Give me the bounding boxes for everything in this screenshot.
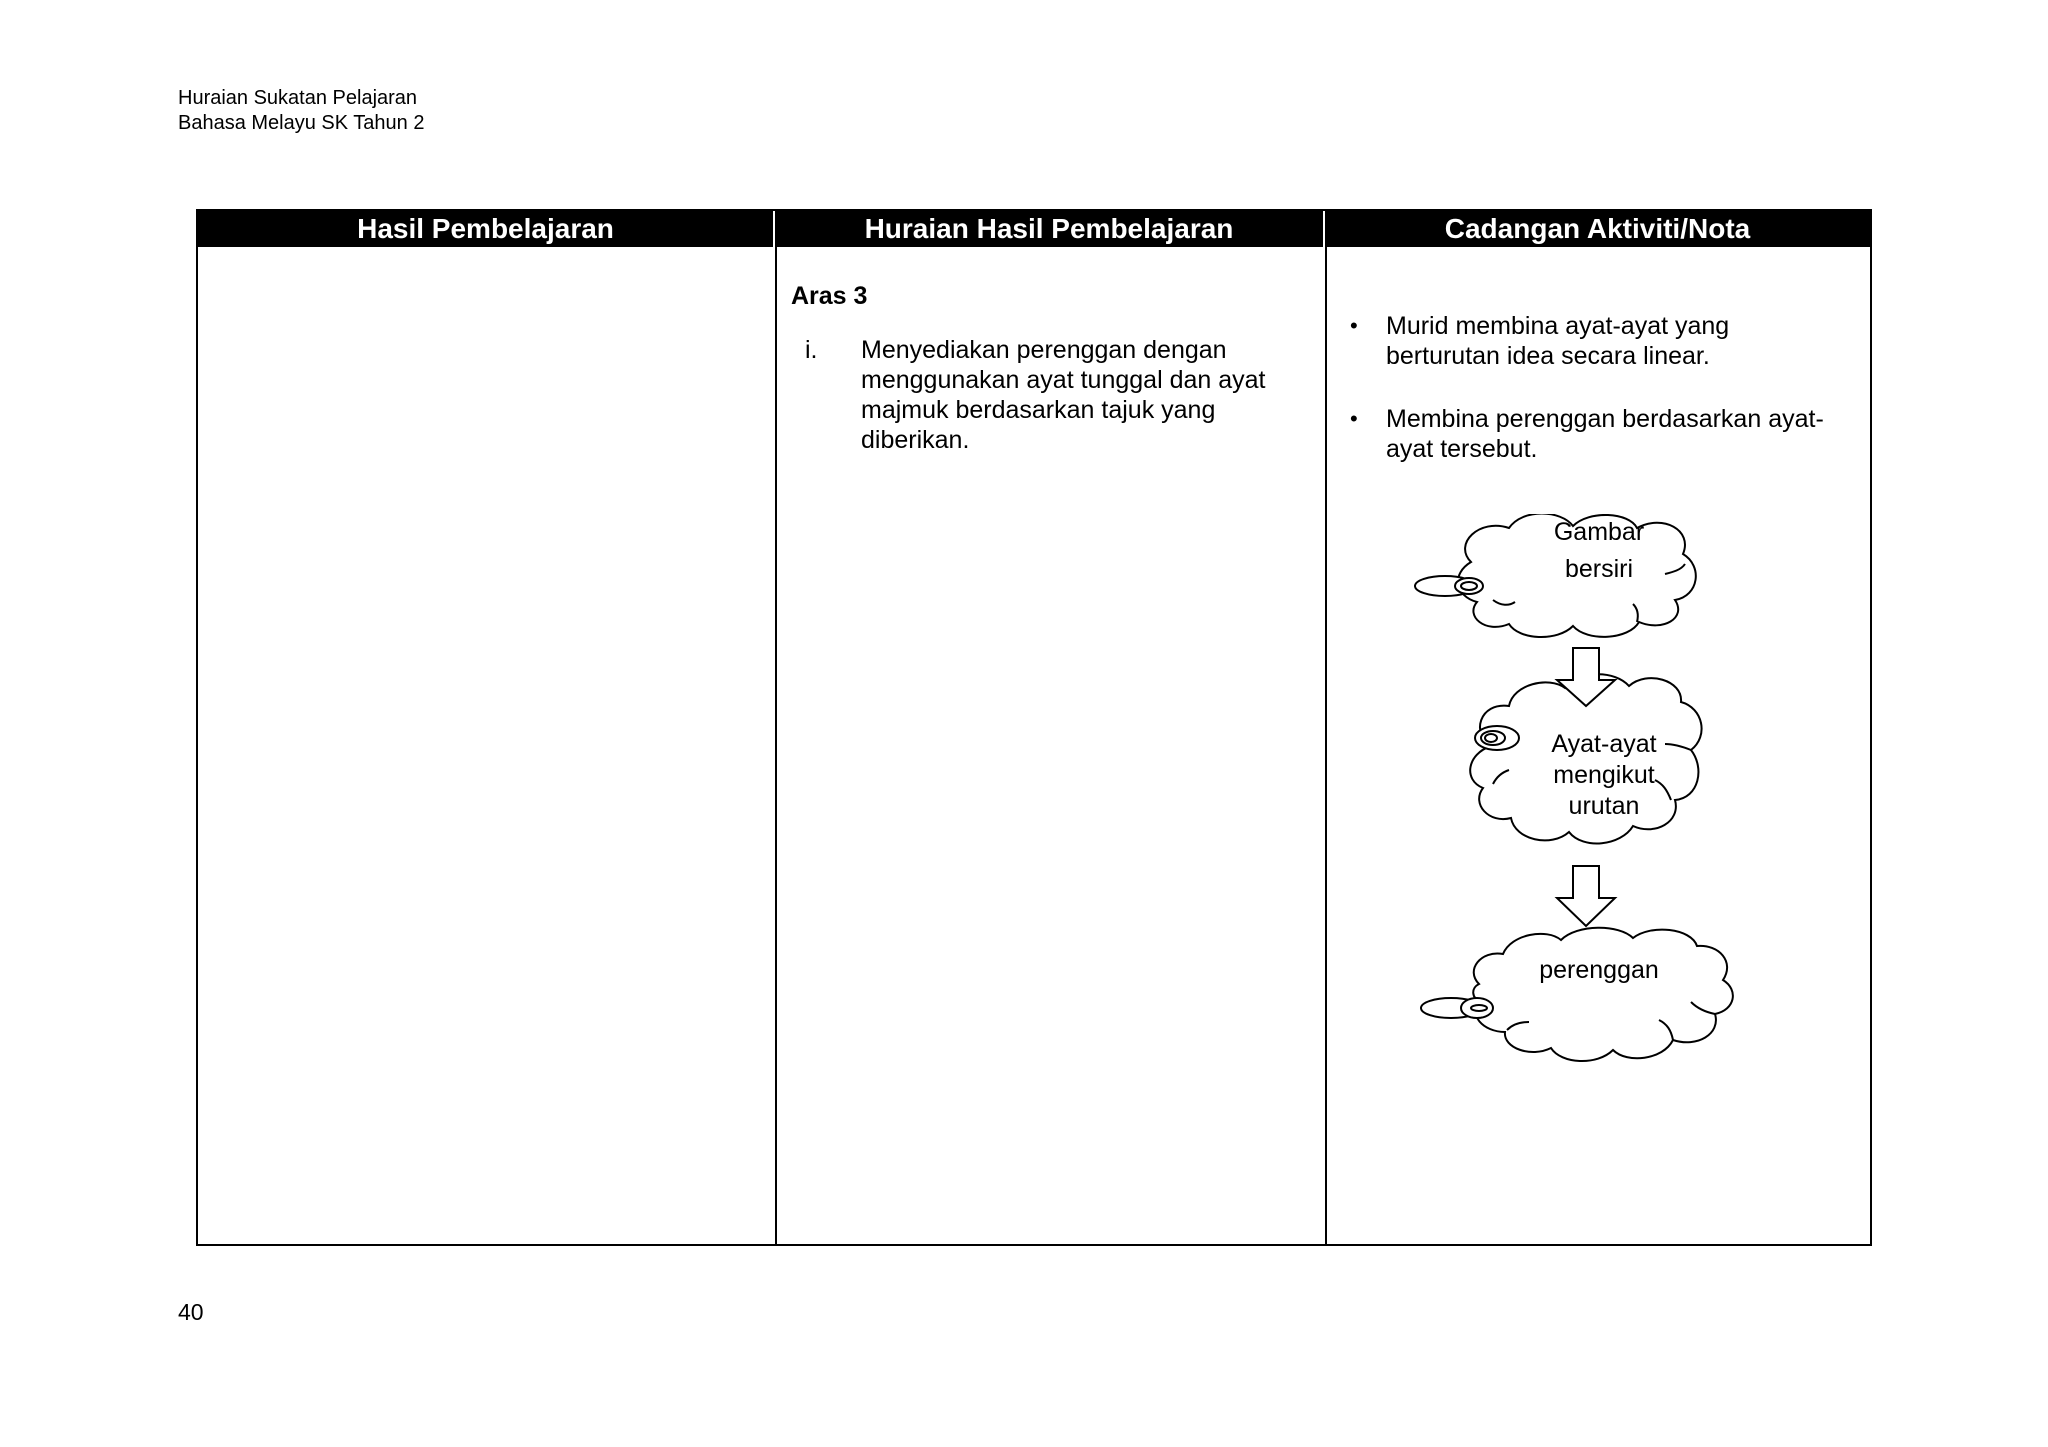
header-line-1: Huraian Sukatan Pelajaran — [178, 87, 418, 109]
column-divider — [1325, 247, 1327, 1244]
bullet-item — [1340, 404, 1850, 464]
flow-step-1-line-1: Gambar — [1553, 518, 1645, 546]
header-line-2: Bahasa Melayu SK Tahun 2 — [178, 112, 425, 134]
cloud-shape — [1473, 928, 1733, 1061]
column-divider — [775, 247, 777, 1244]
bullet-icon: • — [1350, 406, 1358, 431]
bullet-item — [1340, 311, 1850, 371]
level-title: Aras 3 — [791, 282, 868, 310]
document-header — [178, 86, 424, 136]
flow-step-2-line-3: urutan — [1568, 792, 1640, 820]
flow-step-1-line-2: bersiri — [1564, 555, 1634, 583]
thought-bubble — [1471, 1005, 1487, 1011]
flow-step-1-label — [1529, 514, 1669, 588]
flow-step-2-line-2: mengikut — [1553, 761, 1655, 789]
arrow-down-icon — [1557, 866, 1615, 926]
bullet-text: Murid membina ayat-ayat yang berturutan idea secara linear. — [1386, 312, 1730, 370]
flow-step-2-label — [1529, 729, 1679, 822]
table-header-row — [198, 211, 1870, 247]
column-header-huraian: Huraian Hasil Pembelajaran — [775, 211, 1325, 247]
column-header-hasil: Hasil Pembelajaran — [198, 211, 775, 247]
column-header-cadangan: Cadangan Aktiviti/Nota — [1444, 213, 1751, 244]
thought-bubble — [1485, 734, 1497, 742]
thought-bubble — [1461, 582, 1477, 590]
cadangan-cell — [1340, 311, 1850, 497]
flow-step-2-line-1: Ayat-ayat — [1551, 730, 1657, 758]
list-item — [791, 335, 1311, 455]
flow-diagram — [1401, 514, 1781, 1074]
item-text: Menyediakan perenggan dengan menggunakan ayat tunggal dan ayat majmuk berdasarkan tajuk yang diberikan. — [861, 336, 1266, 454]
flow-step-3-label: perenggan — [1539, 956, 1659, 984]
huraian-cell — [791, 281, 1311, 455]
syllabus-table — [196, 209, 1872, 1246]
bullet-icon: • — [1350, 313, 1358, 338]
page-number: 40 — [178, 1299, 204, 1325]
bullet-text: Membina perenggan berdasarkan ayat-ayat tersebut. — [1386, 405, 1824, 463]
item-number: i. — [805, 336, 818, 364]
